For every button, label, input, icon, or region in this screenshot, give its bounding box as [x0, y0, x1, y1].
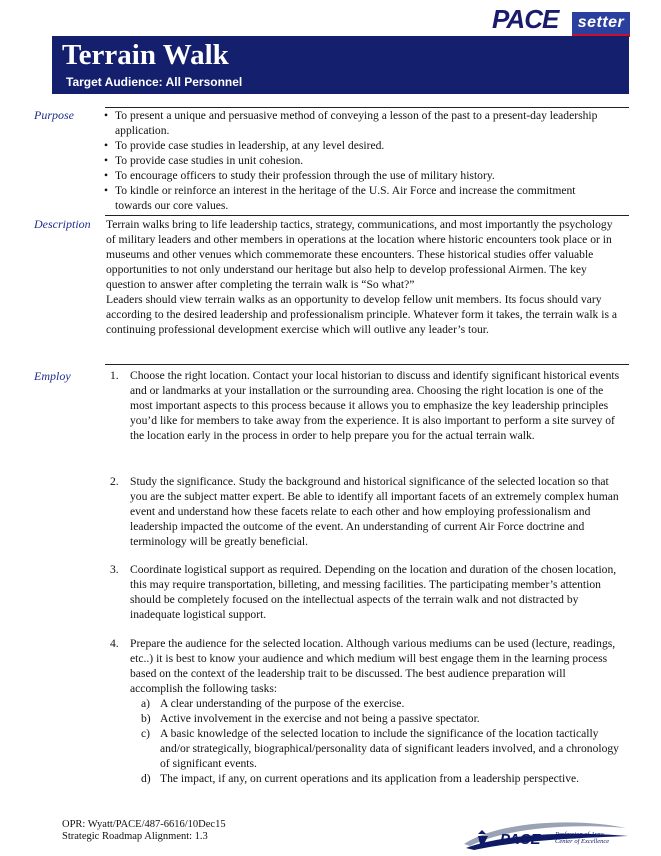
section-divider — [105, 215, 629, 216]
employ-step — [110, 562, 620, 622]
sub-item — [141, 711, 620, 726]
document-footer — [62, 819, 226, 843]
purpose-label: Purpose — [34, 108, 74, 122]
employ-step — [110, 636, 620, 786]
roadmap-line: Strategic Roadmap Alignment: 1.3 — [62, 831, 208, 842]
sub-item-text: Active involvement in the exercise and not being a passive spectator. — [160, 712, 480, 726]
description-paragraph: Leaders should view terrain walks as an opportunity to develop fellow unit members. Its focus should vary according to the desired leadership and professionalism principle. Whatever form it takes, the terrain walk is a continuing professional development exercise which will outlive any leader’s tour. — [106, 293, 618, 337]
purpose-item: • To present a unique and persuasive method of conveying a lesson of the past to a present-day leadership application. — [101, 108, 611, 138]
step-text: Prepare the audience for the selected location. Although various mediums can be used (lecture, readings, etc..) it is best to know your audience and which medium will best engage them in the learning process based on the context of the leadership trait to be discussed. The best audience preparation will accomplish the following tasks: — [130, 637, 616, 696]
employ-step — [110, 474, 620, 549]
employ-label: Employ — [34, 369, 71, 383]
sub-item — [141, 771, 620, 786]
purpose-item: • To provide case studies in unit cohesion. — [101, 153, 611, 168]
step-text: Study the significance. Study the background and historical significance of the selected location so that you are the subject matter expert. Be able to identify all important facets of an extremely complex human event and understand how these facets relate to each other and how employing professionalism and leadership impacted the outcome of the event. An understanding of current Air Force doctrine and terminology will be greatly beneficial. — [130, 475, 619, 549]
sub-item-text: A clear understanding of the purpose of the exercise. — [160, 697, 405, 711]
sub-item-text: A basic knowledge of the selected location to include the significance of the location tactically and/or strategically, biographical/personality data of significant leaders involved, and a chronology of significant events. — [160, 727, 619, 771]
sub-item-letter: a) — [141, 697, 151, 711]
logo-pace-text: PACE — [492, 4, 559, 34]
purpose-item: • To provide case studies in leadership, at any level desired. — [101, 138, 611, 153]
step-number: 1. — [110, 369, 119, 382]
step-number: 3. — [110, 563, 119, 576]
logo-bottom-subtitle — [555, 831, 609, 845]
logo-bottom-sub1: Profession of Arms — [555, 831, 605, 838]
purpose-section — [101, 108, 611, 213]
purpose-item: • To encourage officers to study their profession through the use of military history. — [101, 168, 611, 183]
opr-line: OPR: Wyatt/PACE/487-6616/10Dec15 — [62, 819, 226, 830]
sub-item-letter: d) — [141, 772, 151, 786]
purpose-item: • To kindle or reinforce an interest in the heritage of the U.S. Air Force and increase the commitment towards our core values. — [101, 183, 611, 213]
step-number: 2. — [110, 475, 119, 488]
logo-bottom-pace: PACE — [500, 831, 541, 848]
logo-setter-text: setter — [572, 12, 630, 37]
page-title: Terrain Walk — [62, 39, 229, 71]
sub-item-letter: c) — [141, 727, 151, 741]
pace-coe-logo — [460, 818, 630, 854]
sub-item — [141, 726, 620, 771]
sub-item-letter: b) — [141, 712, 151, 726]
sub-item — [141, 696, 620, 711]
employ-step — [110, 368, 620, 443]
purpose-list — [101, 108, 611, 213]
title-banner — [52, 36, 629, 94]
step-number: 4. — [110, 637, 119, 650]
pace-setter-logo — [492, 6, 632, 36]
description-label: Description — [34, 217, 91, 231]
step-text: Coordinate logistical support as required. Depending on the location and duration of the chosen location, this may require transportation, billeting, and messing facilities. The participating member’s attention should be completely focused on the intellectual aspects of the terrain walk and not distracted by inadequate logistical support. — [130, 563, 617, 622]
sub-item-text: The impact, if any, on current operations and its application from a leadership perspective. — [160, 772, 580, 786]
description-paragraph: Terrain walks bring to life leadership tactics, strategy, communications, and most importantly the psychology of military leaders and other members in operations at the location where historic encounters took place or in museums and other venues which commemorate these encounters. These historical studies offer valuable opportunities to not only understand our heritage but also help to develop professional Airmen. The key question to answer after completing the terrain walk is “So what?” — [106, 218, 613, 292]
step-text: Choose the right location. Contact your local historian to discuss and identify significant historical events and or landmarks at your installation or the surrounding area. Choosing the right location is one of the most important aspects to this process because it allows you to emphasize the key leadership principles you’d like for members to take away from the experience. It is also important to perform a site survey of the location early in the process in order to help prepare you for the actual terrain walk. — [130, 369, 620, 443]
target-audience: Target Audience: All Personnel — [66, 75, 243, 89]
description-section — [106, 217, 622, 337]
section-divider — [105, 364, 629, 365]
logo-bottom-sub2: Center of Excellence — [555, 838, 610, 845]
